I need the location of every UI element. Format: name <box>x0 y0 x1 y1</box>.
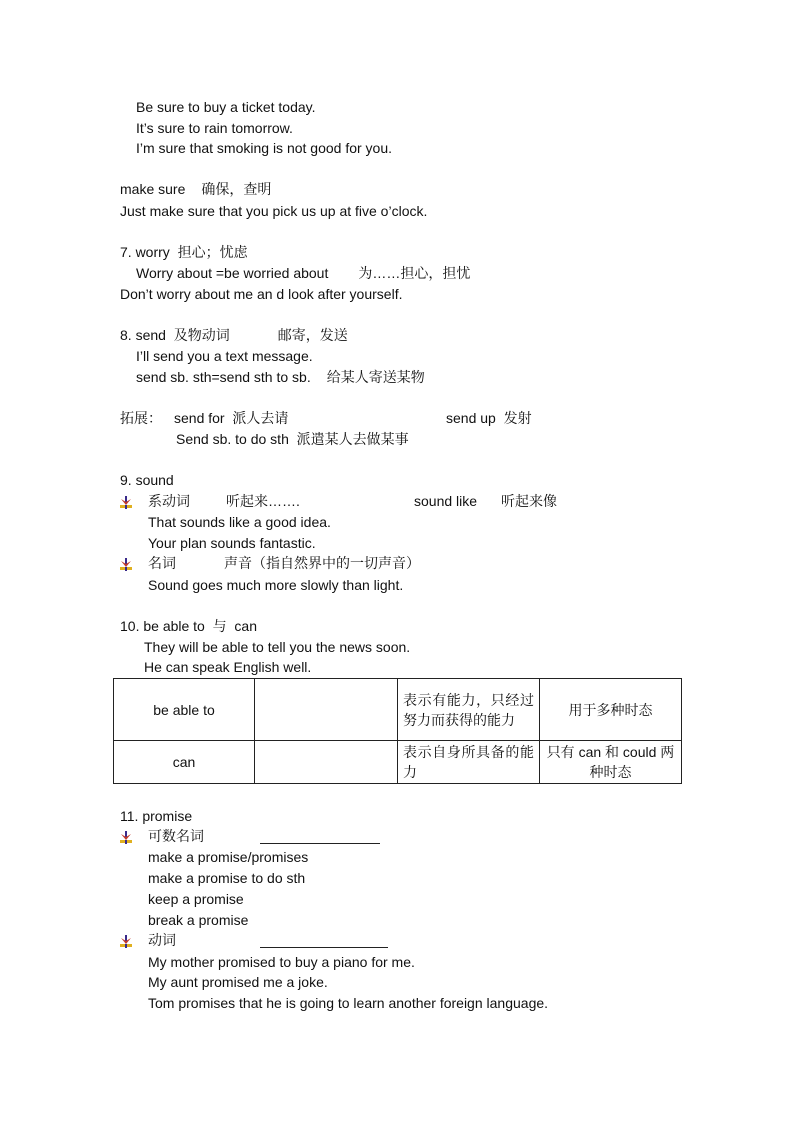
meaning: 听起来……. <box>226 493 300 509</box>
table-row <box>114 679 682 741</box>
table-cell: be able to <box>114 679 255 741</box>
table-cell: 用于多种时态 <box>540 679 682 741</box>
example-line: I’ll send you a text message. <box>136 348 313 364</box>
phrase: Worry about =be worried about <box>136 265 329 281</box>
bullet-line <box>148 491 300 511</box>
term: can <box>234 618 257 634</box>
heading: 10. be able to <box>120 618 205 634</box>
comparison-table <box>113 678 682 784</box>
example-line: I’m sure that smoking is not good for you. <box>136 140 393 156</box>
phrase: sound like <box>414 493 478 509</box>
arrow-bullet-icon <box>120 935 132 948</box>
entry-heading-sound: 9. sound <box>120 472 174 488</box>
bullet-line <box>414 491 557 511</box>
term: make sure <box>120 181 186 197</box>
phrase: Send sb. to do sth <box>176 431 289 447</box>
pos: 系动词 <box>148 493 190 509</box>
example-line: make a promise to do sth <box>148 870 306 886</box>
expand-line <box>176 429 409 449</box>
example-line: break a promise <box>148 912 249 928</box>
table-cell: 表示自身所具备的能力 <box>398 741 540 784</box>
example-line: make a promise/promises <box>148 849 309 865</box>
example-line: Just make sure that you pick us up at five o’clock. <box>120 203 428 219</box>
phrase: send up <box>446 410 496 426</box>
arrow-bullet-icon <box>120 558 132 571</box>
phrase-line <box>136 263 470 283</box>
arrow-bullet-icon <box>120 496 132 509</box>
entry-make-sure <box>120 179 271 199</box>
example-line: He can speak English well. <box>144 659 312 675</box>
phrase: send for <box>174 410 225 426</box>
fill-in-blank <box>260 933 388 948</box>
example-line: Tom promises that he is going to learn another foreign language. <box>148 995 549 1011</box>
entry-heading-be-able-to <box>120 616 257 636</box>
example-line: Don’t worry about me an d look after yourself. <box>120 286 403 302</box>
bullet-line <box>148 826 204 846</box>
bullet-line <box>148 930 176 950</box>
table-cell-blank <box>255 679 398 741</box>
phrase-meaning: 为……担心，担忧 <box>358 265 471 281</box>
bullet-line <box>148 553 420 573</box>
phrase-meaning: 发射 <box>503 410 532 426</box>
expand-line <box>120 408 288 428</box>
example-line: keep a promise <box>148 891 244 907</box>
phrase-meaning: 给某人寄送某物 <box>326 369 425 385</box>
table-cell: 只有 can 和 could 两种时态 <box>540 741 682 784</box>
meaning: 邮寄，发送 <box>277 327 348 343</box>
example-line: Be sure to buy a ticket today. <box>136 99 316 115</box>
example-line: Your plan sounds fantastic. <box>148 535 316 551</box>
entry-heading-promise: 11. promise <box>120 808 193 824</box>
table-row <box>114 741 682 784</box>
table-cell-blank <box>255 741 398 784</box>
example-line: Sound goes much more slowly than light. <box>148 577 404 593</box>
pos: 名词 <box>148 555 176 571</box>
pos: 及物动词 <box>173 327 230 343</box>
phrase-meaning: 派人去请 <box>232 410 289 426</box>
table-cell: can <box>114 741 255 784</box>
heading: 8. send <box>120 327 166 343</box>
meaning: 声音（指自然界中的一切声音） <box>224 555 420 571</box>
example-line: They will be able to tell you the news soon. <box>144 639 411 655</box>
example-line: My mother promised to buy a piano for me. <box>148 954 415 970</box>
example-line: My aunt promised me a joke. <box>148 974 328 990</box>
example-line: That sounds like a good idea. <box>148 514 331 530</box>
expand-label: 拓展： <box>120 410 162 426</box>
table-cell: 表示有能力，只经过努力而获得的能力 <box>398 679 540 741</box>
fill-in-blank <box>260 829 380 844</box>
conjunction: 与 <box>212 618 227 634</box>
expand-line <box>446 408 532 428</box>
heading: 7. worry <box>120 244 170 260</box>
phrase-line <box>136 367 425 387</box>
pos: 动词 <box>148 932 176 948</box>
phrase-meaning: 听起来像 <box>501 493 558 509</box>
pos: 可数名词 <box>148 828 204 844</box>
phrase-meaning: 派遣某人去做某事 <box>296 431 409 447</box>
phrase: send sb. sth=send sth to sb. <box>136 369 311 385</box>
meaning: 确保，查明 <box>201 181 272 197</box>
entry-heading-send <box>120 325 348 345</box>
meaning: 担心；忧虑 <box>177 244 248 260</box>
example-line: It’s sure to rain tomorrow. <box>136 120 293 136</box>
entry-heading-worry <box>120 242 248 262</box>
arrow-bullet-icon <box>120 831 132 844</box>
